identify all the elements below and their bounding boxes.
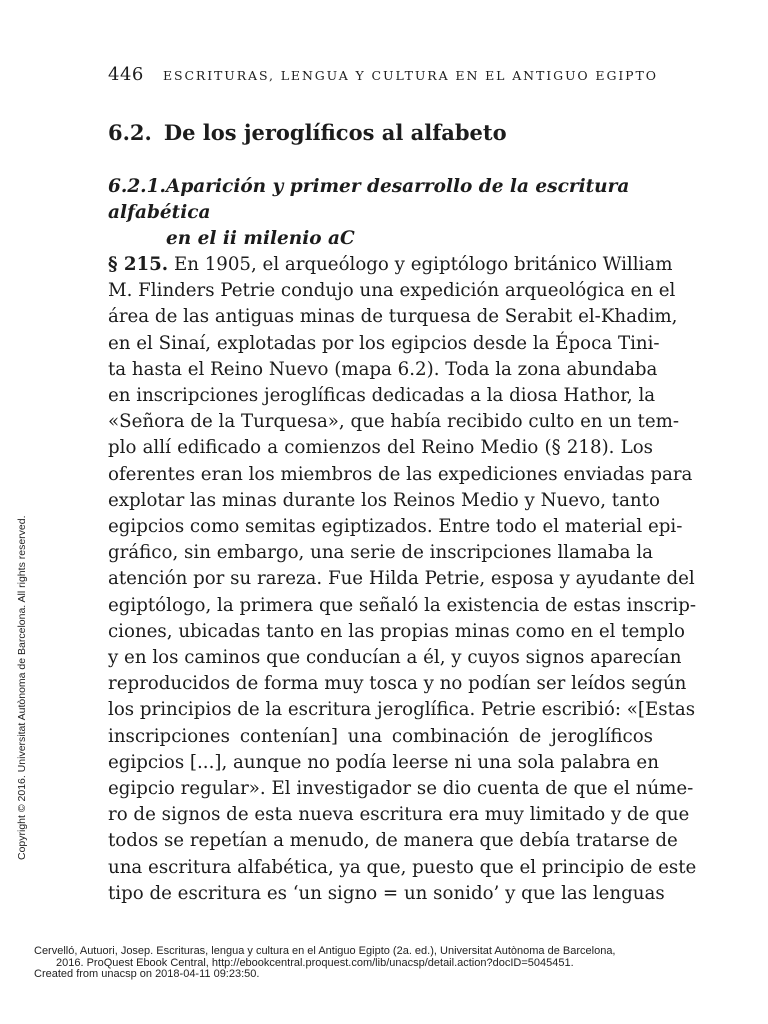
body-line: tipo de escritura es ‘un signo = un sonido’ y que las lenguas (108, 882, 665, 904)
body-line: ta hasta el Reino Nuevo (mapa 6.2). Toda la zona abundaba (108, 358, 658, 380)
citation-line: 2016. ProQuest Ebook Central, http://ebookcentral.proquest.com/lib/unacsp/detail.action?docID=5045451. (56, 956, 574, 969)
body-line: egipcios [...], aunque no podía leerse ni una sola palabra en (108, 751, 659, 773)
body-line: egiptólogo, la primera que señaló la existencia de estas inscrip- (108, 594, 696, 616)
body-line: reproducidos de forma muy tosca y no podían ser leídos según (108, 673, 687, 695)
body-line: ciones, ubicadas tanto en las propias minas como en el templo (108, 620, 685, 642)
body-line: una escritura alfabética, ya que, puesto que el principio de este (108, 856, 697, 878)
body-line: M. Flinders Petrie condujo una expedición arqueológica en el (108, 280, 676, 302)
running-head (108, 64, 668, 92)
body-line: área de las antiguas minas de turquesa de Serabit el-Khadim, (108, 306, 678, 328)
copyright-notice: Copyright © 2016. Universitat Autònoma de Barcelona. All rights reserved. (16, 515, 28, 860)
section-heading (108, 120, 668, 145)
citation-footer (34, 946, 734, 981)
subsection-heading (108, 174, 668, 252)
body-line: los principios de la escritura jeroglífica. Petrie escribió: «[Estas (108, 699, 696, 721)
body-line (108, 252, 673, 278)
subsection-title-line1: Aparición y primer desarrollo de la escritura alfabética (108, 176, 630, 223)
subsection-number: 6.2.1. (108, 176, 166, 197)
citation-created-line: Created from unacsp on 2018-04-11 09:23:50. (34, 968, 260, 980)
body-line: atención por su rareza. Fue Hilda Petrie, esposa y ayudante del (108, 568, 695, 590)
running-title: ESCRITURAS, LENGUA Y CULTURA EN EL ANTIGUO EGIPTO (162, 68, 658, 83)
subsection-title-line2: en el ii milenio aC (166, 228, 355, 249)
paragraph-mark: § 215. (108, 254, 169, 275)
body-line: todos se repetían a menudo, de manera que debía tratarse de (108, 830, 678, 852)
body-line: y en los caminos que conducían a él, y cuyos signos aparecían (108, 647, 682, 669)
section-number: 6.2. (108, 120, 152, 145)
body-line: plo allí edificado a comienzos del Reino Medio (§ 218). Los (108, 437, 653, 459)
body-line: explotar las minas durante los Reinos Medio y Nuevo, tanto (108, 489, 660, 511)
body-line: egipcios como semitas egiptizados. Entre todo el material epi- (108, 516, 683, 538)
citation-line: Cervelló, Autuori, Josep. Escrituras, lengua y cultura en el Antiguo Egipto (2a. ed.), Universitat Autònoma de Barcelona, (34, 945, 616, 957)
body-line: en el Sinaí, explotadas por los egipcios desde la Época Tini- (108, 332, 660, 354)
body-line: en inscripciones jeroglíficas dedicadas a la diosa Hathor, la (108, 385, 656, 407)
body-paragraph (108, 252, 697, 907)
body-line: oferentes eran los miembros de las expediciones enviadas para (108, 463, 693, 485)
section-title: De los jeroglíficos al alfabeto (163, 120, 507, 145)
body-line-text: En 1905, el arqueólogo y egiptólogo británico William (173, 254, 673, 275)
body-line: gráfico, sin embargo, una serie de inscripciones llamaba la (108, 542, 653, 564)
page-number: 446 (108, 64, 144, 85)
body-line: «Señora de la Turquesa», que había recibido culto en un tem- (108, 411, 680, 433)
body-line: inscripciones contenían] una combinación de jeroglíficos (108, 725, 653, 747)
body-line: ro de signos de esta nueva escritura era muy limitado y de que (108, 804, 690, 826)
body-line: egipcio regular». El investigador se dio cuenta de que el núme- (108, 778, 694, 800)
